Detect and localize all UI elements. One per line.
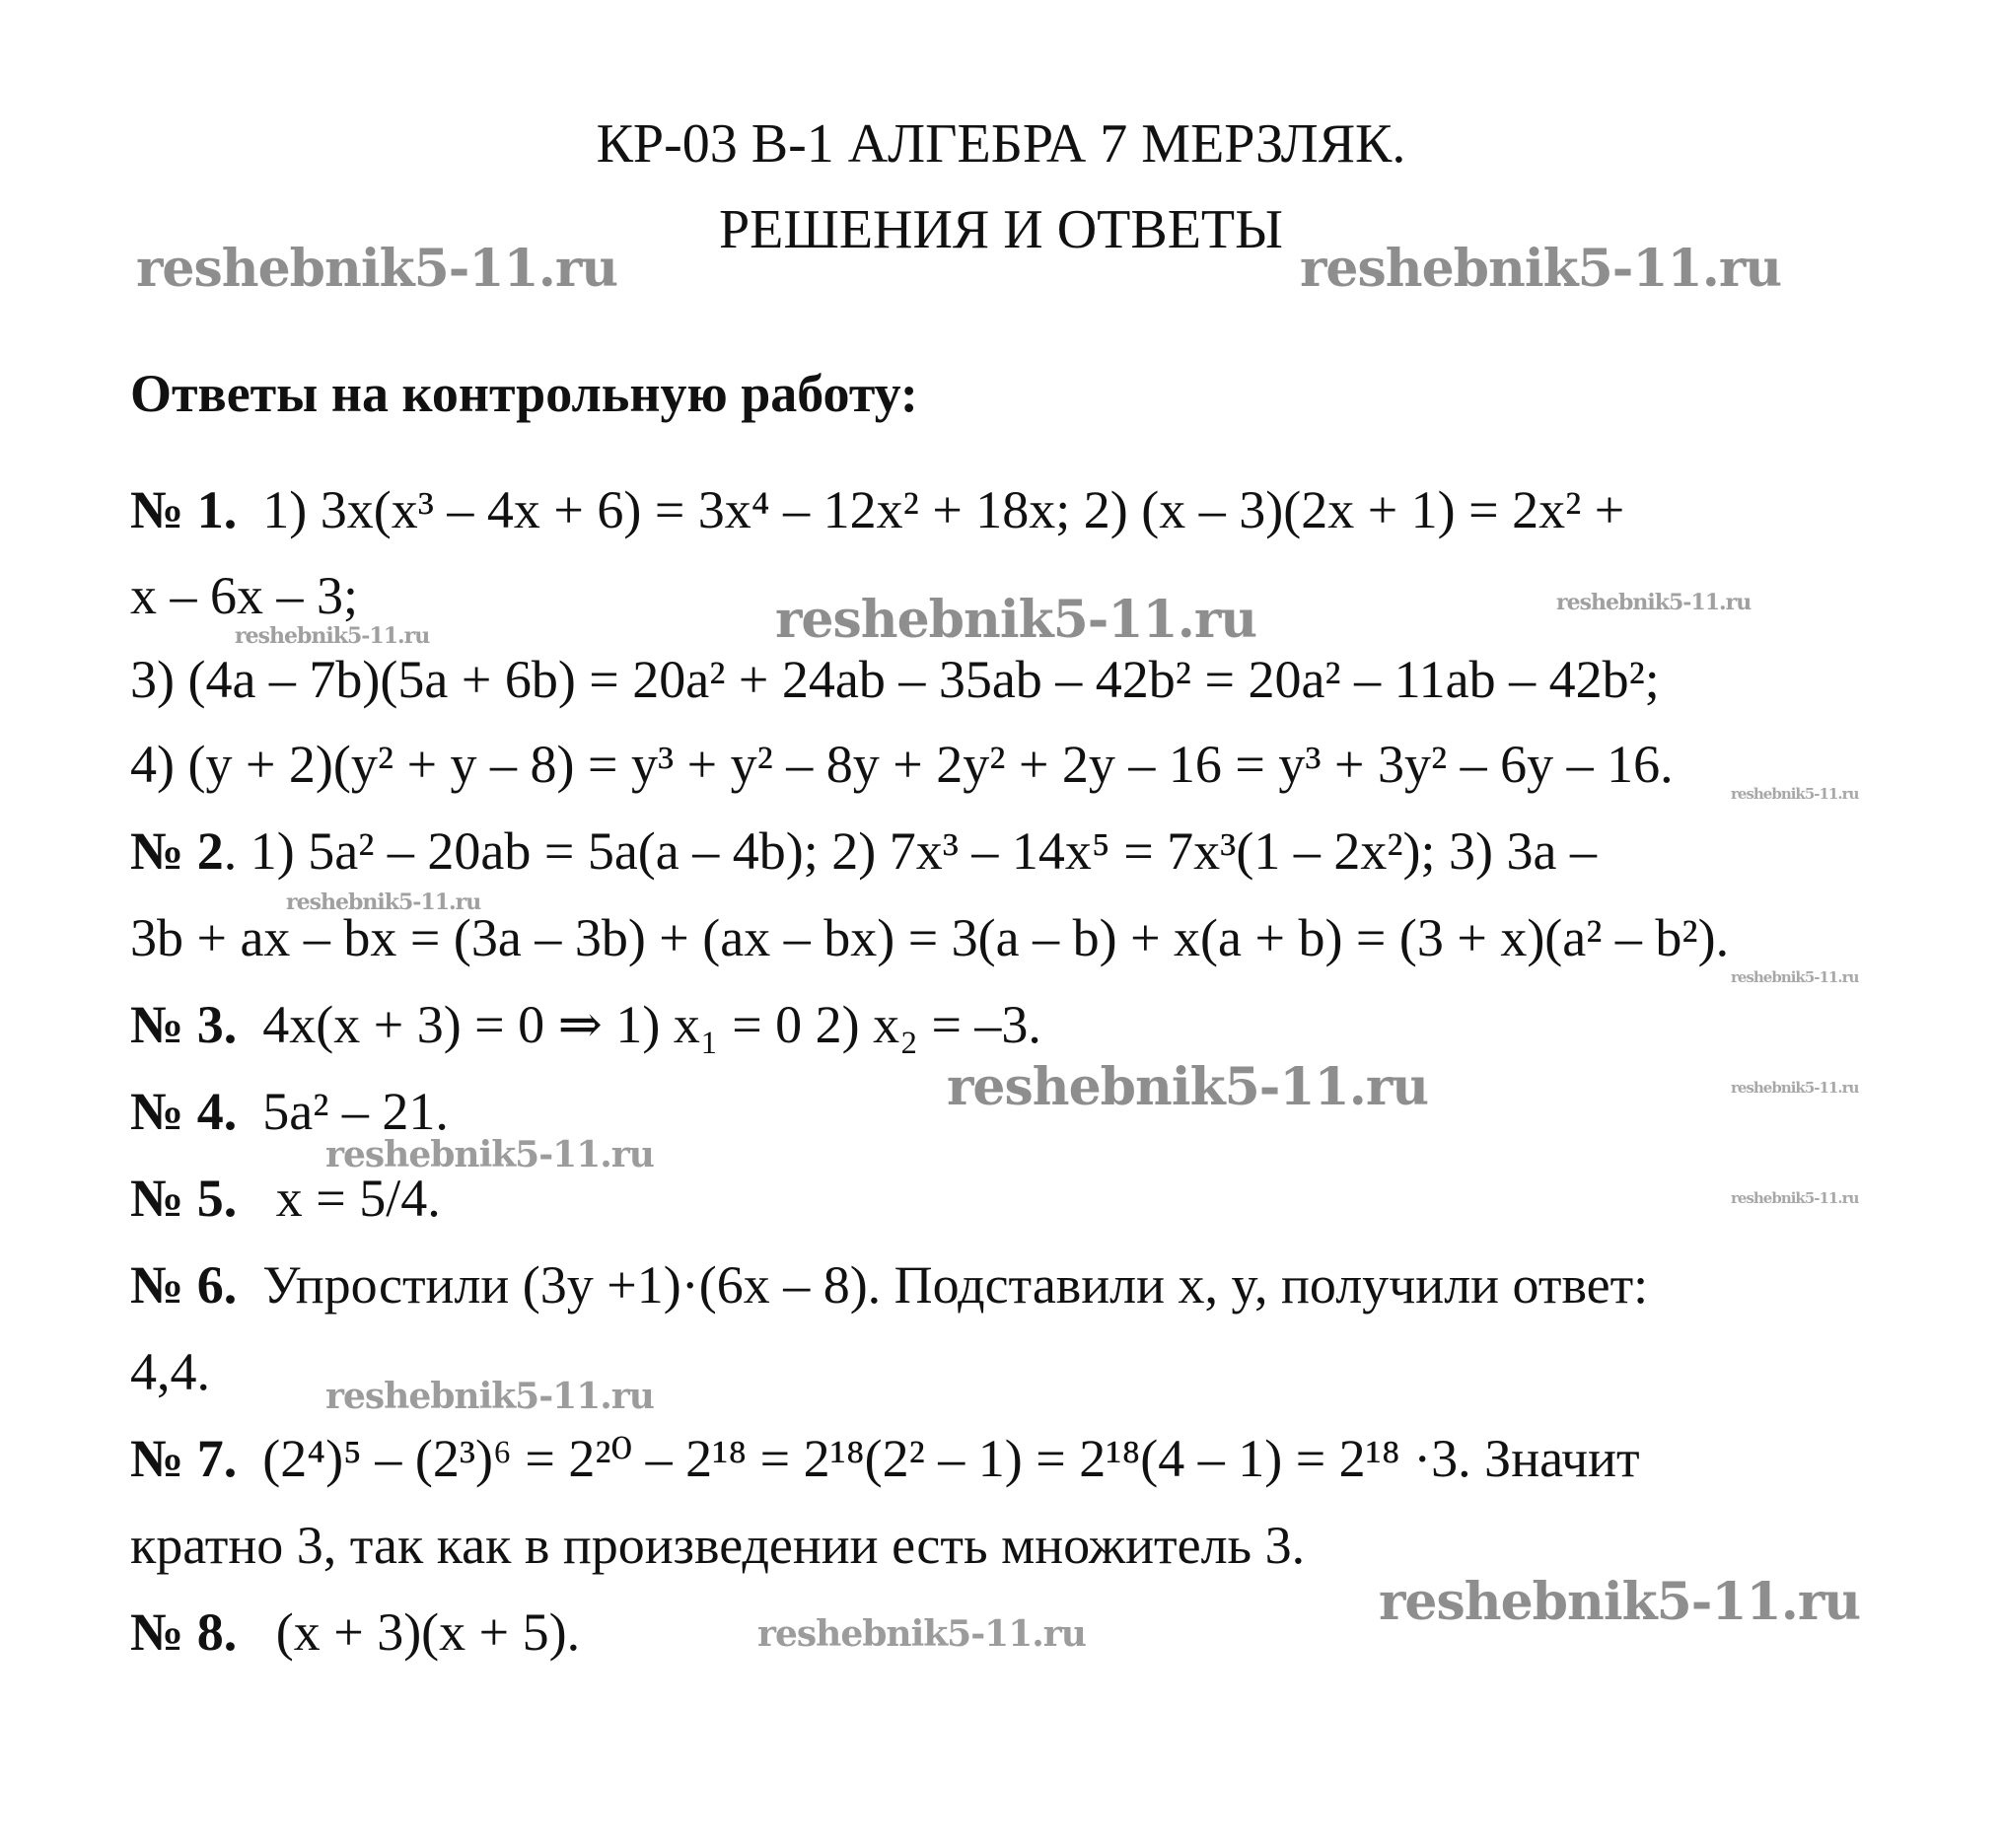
answer-4 (130, 1082, 449, 1141)
answer-6-line2 (130, 1342, 210, 1401)
watermark: reshebnik5-11.ru (1731, 785, 1859, 803)
answer-7-line1 (130, 1429, 1640, 1488)
item-number: № 4. (130, 1082, 238, 1141)
answer-1-line4 (130, 735, 1674, 794)
answer-1-line1 (130, 480, 1625, 539)
item-number: № 3. (130, 995, 238, 1054)
answer-text: 1) 3x(x³ – 4x + 6) = 3x⁴ – 12x² + 18x; 2) (x – 3)(2x + 1) = 2x² + (262, 480, 1625, 539)
answer-8 (130, 1602, 581, 1662)
answer-text: Упростили (3y +1)·(6x – 8). Подставили x, y, получили ответ: (262, 1255, 1649, 1315)
watermark: reshebnik5-11.ru (1379, 1572, 1861, 1632)
watermark: reshebnik5-11.ru (1556, 590, 1752, 615)
answer-text: (2⁴)⁵ – (2³)⁶ = 2²⁰ – 2¹⁸ = 2¹⁸(2² – 1) = 2¹⁸(4 – 1) = 2¹⁸ ·3. Значит (262, 1429, 1640, 1488)
item-number: № 6. (130, 1255, 238, 1315)
item-number: № 7. (130, 1429, 238, 1488)
watermark: reshebnik5-11.ru (286, 889, 481, 915)
answer-5 (130, 1169, 441, 1228)
answer-1-line3 (130, 650, 1660, 709)
document-title-line2: РЕШЕНИЯ И ОТВЕТЫ (719, 199, 1283, 260)
answer-text: 5a² – 21. (262, 1082, 449, 1141)
answer-1-line2 (130, 566, 359, 625)
answer-text: 4) (y + 2)(y² + y – 8) = y³ + y² – 8y + 2y² + 2y – 16 = y³ + 3y² – 6y – 16. (130, 735, 1674, 794)
answer-6-line1 (130, 1255, 1649, 1315)
watermark: reshebnik5-11.ru (136, 239, 618, 299)
item-number: № 5. (130, 1169, 238, 1228)
watermark: reshebnik5-11.ru (1731, 968, 1859, 986)
item-number: № 2 (130, 821, 224, 881)
answer-text: (x + 3)(x + 5). (262, 1602, 581, 1662)
watermark: reshebnik5-11.ru (1300, 239, 1782, 299)
answer-text: x = 5/4. (262, 1169, 441, 1228)
answer-text: 3b + ax – bx = (3a – 3b) + (ax – bx) = 3(a – b) + x(a + b) = (3 + x)(a² – b²). (130, 908, 1730, 967)
answers-heading: Ответы на контрольную работу: (130, 364, 918, 423)
watermark: reshebnik5-11.ru (325, 1376, 654, 1417)
item-number: № 8. (130, 1602, 238, 1662)
watermark: reshebnik5-11.ru (235, 623, 430, 649)
answer-7-line2 (130, 1516, 1306, 1575)
answer-2-line2 (130, 908, 1730, 967)
answer-text: кратно 3, так как в произведении есть множитель 3. (130, 1516, 1306, 1575)
answer-2-line1 (130, 821, 1597, 881)
answer-text: 3) (4a – 7b)(5a + 6b) = 20a² + 24ab – 35ab – 42b² = 20a² – 11ab – 42b²; (130, 650, 1660, 709)
watermark: reshebnik5-11.ru (775, 590, 1257, 650)
answer-text: 4,4. (130, 1342, 210, 1401)
answer-text: x – 6x – 3; (130, 566, 359, 625)
document-title-line1: КР-03 В-1 АЛГЕБРА 7 МЕРЗЛЯК. (596, 113, 1406, 175)
answer-3 (130, 995, 1041, 1054)
watermark: reshebnik5-11.ru (1731, 1189, 1859, 1207)
watermark: reshebnik5-11.ru (325, 1134, 654, 1175)
watermark: reshebnik5-11.ru (1731, 1079, 1859, 1097)
watermark: reshebnik5-11.ru (947, 1057, 1429, 1117)
watermark: reshebnik5-11.ru (757, 1613, 1086, 1655)
item-number: № 1. (130, 480, 238, 539)
answer-text: 4x(x + 3) = 0 ⇒ 1) x₁ = 0 2) x₂ = –3. (262, 995, 1041, 1054)
answer-text: . 1) 5a² – 20ab = 5a(a – 4b); 2) 7x³ – 14x⁵ = 7x³(1 – 2x²); 3) 3a – (223, 821, 1597, 881)
